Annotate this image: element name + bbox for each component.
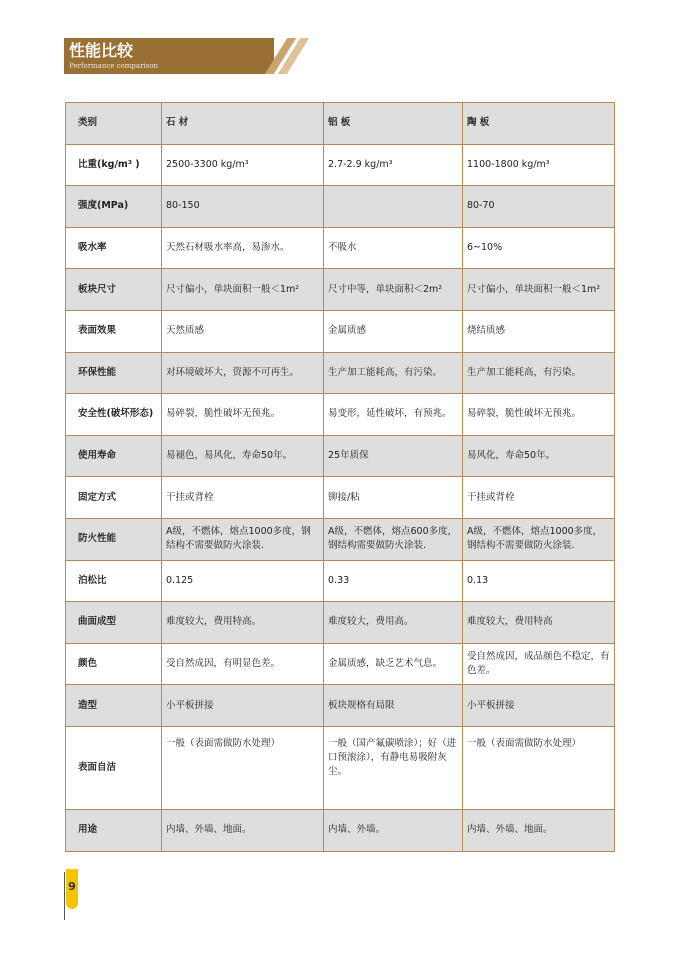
column-header-stone: 石 材 — [162, 103, 324, 145]
table-row — [66, 435, 615, 477]
table-row — [66, 602, 615, 644]
ceramic-cell: A级，不燃体，熔点1000多度，钢结构不需要做防火涂装. — [463, 518, 615, 560]
stone-cell: 尺寸偏小，单块面积一般＜1m² — [162, 269, 324, 311]
table-row — [66, 810, 615, 852]
row-label: 板块尺寸 — [66, 269, 162, 311]
table-row — [66, 518, 615, 560]
stone-cell: 小平板拼接 — [162, 685, 324, 727]
stone-cell: 易碎裂，脆性破坏无预兆。 — [162, 394, 324, 436]
row-label: 比重(kg/m³ ) — [66, 144, 162, 186]
section-banner — [64, 38, 274, 74]
ceramic-cell: 受自然成因，成品颜色不稳定，有色差。 — [463, 643, 615, 685]
aluminum-cell: A级，不燃体，熔点600多度，钢结构需要做防火涂装. — [324, 518, 463, 560]
row-label: 表面效果 — [66, 310, 162, 352]
aluminum-cell: 金属质感 — [324, 310, 463, 352]
stone-cell: 对环境破坏大，资源不可再生。 — [162, 352, 324, 394]
ceramic-cell: 80-70 — [463, 186, 615, 228]
aluminum-cell: 2.7-2.9 kg/m³ — [324, 144, 463, 186]
stone-cell: 易褪色，易风化，寿命50年。 — [162, 435, 324, 477]
ceramic-cell: 6~10% — [463, 227, 615, 269]
aluminum-cell — [324, 186, 463, 228]
stone-cell: 受自然成因，有明显色差。 — [162, 643, 324, 685]
ceramic-cell: 一般（表面需做防水处理） — [463, 726, 615, 809]
stone-cell: A级，不燃体，熔点1000多度，钢结构不需要做防火涂装. — [162, 518, 324, 560]
table-row — [66, 643, 615, 685]
ceramic-cell: 小平板拼接 — [463, 685, 615, 727]
row-label: 泊松比 — [66, 560, 162, 602]
stone-cell: 2500-3300 kg/m³ — [162, 144, 324, 186]
table-row — [66, 560, 615, 602]
ceramic-cell: 易碎裂，脆性破坏无预兆。 — [463, 394, 615, 436]
table-row — [66, 352, 615, 394]
table-row — [66, 477, 615, 519]
ceramic-cell: 尺寸偏小，单块面积一般＜1m² — [463, 269, 615, 311]
aluminum-cell: 板块规格有局限 — [324, 685, 463, 727]
ceramic-cell: 1100-1800 kg/m³ — [463, 144, 615, 186]
aluminum-cell: 铆接/粘 — [324, 477, 463, 519]
aluminum-cell: 一般（国产氟碳喷涂）；好（进口预滚涂），有静电易吸附灰尘。 — [324, 726, 463, 809]
table-row — [66, 227, 615, 269]
aluminum-cell: 25年质保 — [324, 435, 463, 477]
row-label: 用途 — [66, 810, 162, 852]
table-row — [66, 310, 615, 352]
row-label: 造型 — [66, 685, 162, 727]
row-label: 防火性能 — [66, 518, 162, 560]
ceramic-cell: 烧结质感 — [463, 310, 615, 352]
comparison-table — [65, 102, 615, 852]
aluminum-cell: 金属质感，缺乏艺术气息。 — [324, 643, 463, 685]
page-edge-line — [64, 872, 65, 920]
table-row — [66, 269, 615, 311]
stone-cell: 难度较大，费用特高。 — [162, 602, 324, 644]
row-label: 强度(MPa) — [66, 186, 162, 228]
table-row — [66, 394, 615, 436]
column-header-aluminum: 铝 板 — [324, 103, 463, 145]
stone-cell: 天然石材吸水率高，易渗水。 — [162, 227, 324, 269]
stone-cell: 80-150 — [162, 186, 324, 228]
aluminum-cell: 易变形，延性破坏，有预兆。 — [324, 394, 463, 436]
stone-cell: 0.125 — [162, 560, 324, 602]
row-label: 颜色 — [66, 643, 162, 685]
row-label: 安全性(破坏形态) — [66, 394, 162, 436]
row-label: 吸水率 — [66, 227, 162, 269]
row-label: 固定方式 — [66, 477, 162, 519]
table-header-row — [66, 103, 615, 145]
page-title: 性能比较 — [69, 41, 134, 60]
page-number: 9 — [68, 880, 76, 893]
row-label: 环保性能 — [66, 352, 162, 394]
ceramic-cell: 易风化，寿命50年。 — [463, 435, 615, 477]
column-header-ceramic: 陶 板 — [463, 103, 615, 145]
stone-cell: 干挂或背栓 — [162, 477, 324, 519]
column-header-category: 类别 — [66, 103, 162, 145]
ceramic-cell: 生产加工能耗高，有污染。 — [463, 352, 615, 394]
stone-cell: 天然质感 — [162, 310, 324, 352]
table-row — [66, 726, 615, 809]
stone-cell: 内墙、外墙、地面。 — [162, 810, 324, 852]
ceramic-cell: 干挂或背栓 — [463, 477, 615, 519]
row-label: 表面自洁 — [66, 726, 162, 809]
aluminum-cell: 尺寸中等，单块面积＜2m² — [324, 269, 463, 311]
table-row — [66, 186, 615, 228]
ceramic-cell: 内墙、外墙、地面。 — [463, 810, 615, 852]
aluminum-cell: 生产加工能耗高，有污染。 — [324, 352, 463, 394]
ceramic-cell: 难度较大，费用特高 — [463, 602, 615, 644]
table-row — [66, 685, 615, 727]
row-label: 曲面成型 — [66, 602, 162, 644]
ceramic-cell: 0.13 — [463, 560, 615, 602]
page-subtitle: Performance comparison — [69, 62, 158, 70]
aluminum-cell: 内墙、外墙。 — [324, 810, 463, 852]
aluminum-cell: 不吸水 — [324, 227, 463, 269]
table-row — [66, 144, 615, 186]
aluminum-cell: 0.33 — [324, 560, 463, 602]
aluminum-cell: 难度较大，费用高。 — [324, 602, 463, 644]
row-label: 使用寿命 — [66, 435, 162, 477]
stone-cell: 一般（表面需做防水处理） — [162, 726, 324, 809]
